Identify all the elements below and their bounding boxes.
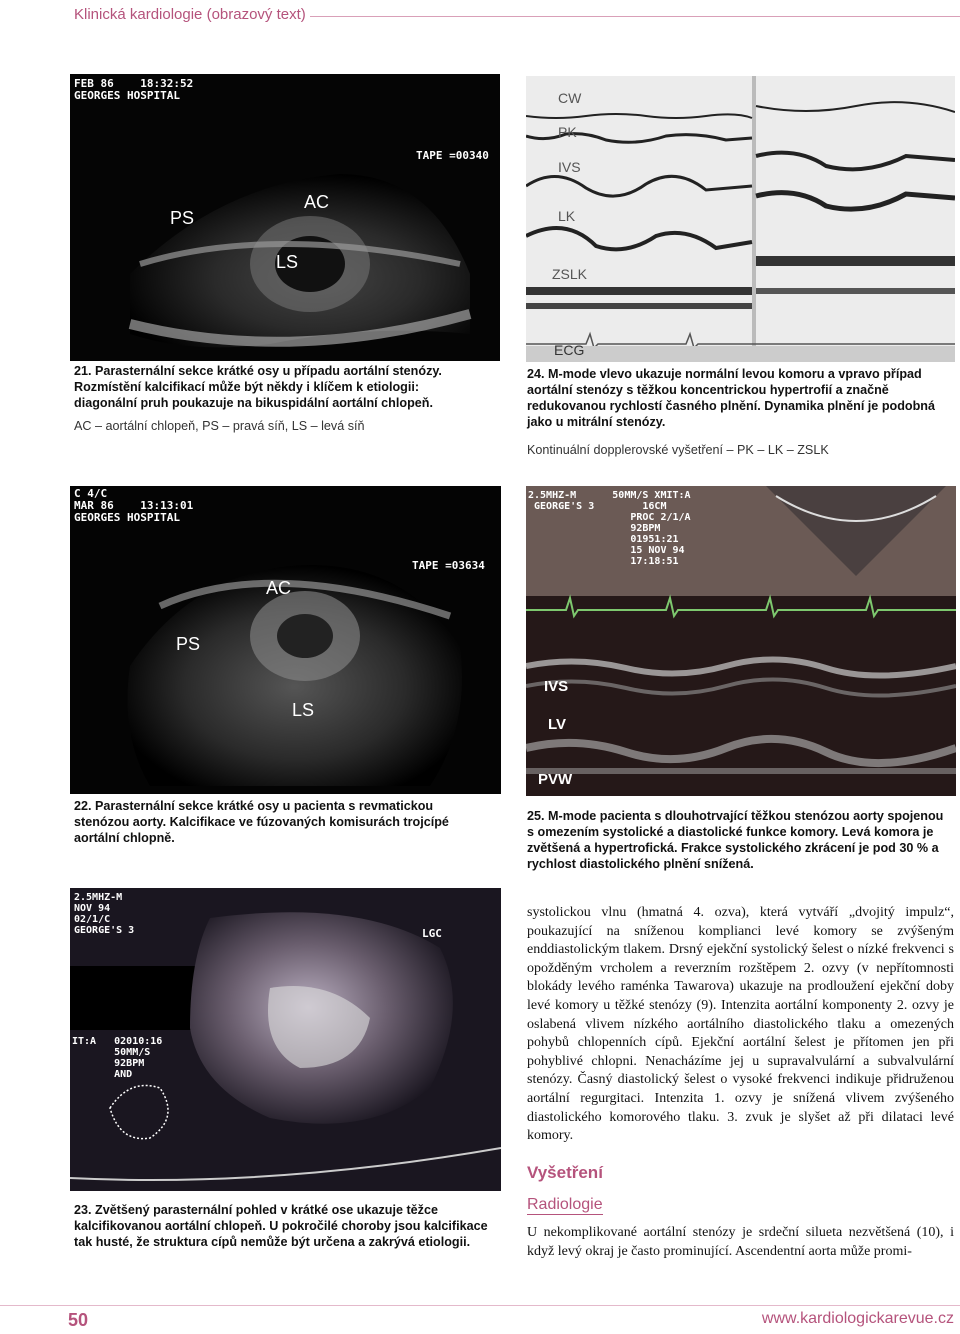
figure-21-label-ps: PS	[170, 208, 195, 228]
figure-24-label-ivs: IVS	[558, 159, 581, 175]
figure-25-mmode-image	[526, 486, 956, 796]
figure-23-caption: 23. Zvětšený parasternální pohled v krátké ose ukazuje těžce kalcifikovanou aortální chlopeň. U pokročilé choroby jsou kalcifikace tak husté, že struktura cípů nemůže být určena a zakrývá etiologii.	[74, 1203, 488, 1249]
figure-24-label-cw: CW	[558, 90, 582, 106]
figure-21-caption: 21. Parasternální sekce krátké osy u případu aortální stenózy. Rozmístění kalcifikací může být někdy i klíčem k etiologii: diagonální pruh poukazuje na bikuspidální aortální chlopeň.	[74, 364, 442, 410]
figure-23-echo-image	[70, 888, 501, 1191]
figure-24-label-zslk: ZSLK	[552, 266, 588, 282]
figure-25-label-ivs: IVS	[544, 678, 569, 695]
section-heading-vysetreni: Vyšetření	[527, 1163, 603, 1182]
figure-23-overlay-text: 2.5MHZ-M NOV 94 02/1/C GEORGE'S 3	[74, 892, 135, 936]
running-header: Klinická kardiologie (obrazový text)	[74, 6, 306, 23]
figure-24-legend: Kontinuální dopplerovské vyšetření – PK – LK – ZSLK	[527, 443, 829, 457]
figure-24-mmode-image	[526, 76, 955, 362]
figure-25-caption: 25. M-mode pacienta s dlouhotrvající těžkou stenózou aorty spojenou s omezením systolické a diastolické funkce komory. Levá komora je zvětšená a hypertrofická. Frakce systolického zkrácení je pod 30 % a rychlost diastolického plnění snížená.	[527, 809, 944, 871]
figure-22-label-ls: LS	[292, 700, 315, 720]
figure-21-tape-text: TAPE =00340	[416, 149, 489, 162]
figure-25-overlay-text: 2.5MHZ-M 50MM/S XMIT:A GEORGE'S 3 16CM PROC 2/1/A 92BPM 01951:21 15 NOV 94 17:18:51	[528, 490, 691, 567]
figure-21-echo-image	[70, 74, 500, 361]
figure-22-caption: 22. Parasternální sekce krátké osy u pacienta s revmatickou stenózou aorty. Kalcifikace ve fúzovaných komisurách trojcípé aortální chlopně.	[74, 799, 449, 845]
figure-21-label-ls: LS	[276, 252, 299, 272]
figure-24-label-lk: LK	[558, 208, 576, 224]
body-paragraph-1: systolickou vlnu (hmatná 4. ozva), která vytváří „dvojitý impulz“, poukazující na sníženou komplianci levé komory se zvýšeným enddiastolickým tlakem. Drsný ejekční systolický šelest o nízké frekvenci s opožděným vrcholem a reverzním rozštěpem 2. ozvy (v nepřítomnosti blokády levého raménka Tawarova) ukazuje na prodloužení ejekční doby levé komory u těžké stenózy (9). Intenzita aortální komponenty 2. ozvy je oslabená vlivem nízkého aortálního diastolického tlaku a omezených pohybů chlopenních cípů. Ejekční aortální šelest je přítomen jen při pohyblivé chlopni. Nenacházíme jej u supravalvulární a subvalvulární stenózy. Časný diastolický šelest o vysoké frekvenci indikuje přidruženou aortální regurgitaci. Intenzita 1. ozvy je snížená vlivem zvýšeného diastolického komorového tlaku. 3. zvuk je slyšet až při dilataci levé komory.	[527, 905, 954, 1144]
figure-25-label-lv: LV	[548, 716, 567, 733]
figure-22-echo-image	[70, 486, 501, 794]
figure-23-lgc-text: LGC	[422, 927, 442, 940]
footer-rule	[0, 1305, 960, 1306]
subsection-heading-radiologie: Radiologie	[527, 1196, 603, 1213]
figure-24-label-pk: PK	[558, 124, 577, 140]
figure-22-tape-text: TAPE =03634	[412, 559, 485, 572]
footer-url-link[interactable]: www.kardiologickarevue.cz	[761, 1310, 954, 1327]
figure-22-label-ps: PS	[176, 634, 201, 654]
page-number: 50	[68, 1310, 89, 1330]
figure-21-label-ac: AC	[304, 192, 330, 212]
figure-24-caption: 24. M-mode vlevo ukazuje normální levou komoru a vpravo případ aortální stenózy s těžkou koncentrickou hypertrofií a značně redukovanou rychlostí časného plnění. Dynamika plnění je podobná jako u mitrální stenózy.	[527, 367, 935, 429]
figure-24-label-ecg: ECG	[554, 342, 585, 358]
figure-22-overlay-text: C 4/C MAR 86 13:13:01 GEORGES HOSPITAL	[74, 487, 194, 524]
header-rule	[310, 16, 960, 17]
body-paragraph-2: U nekomplikované aortální stenózy je srdeční silueta nezvětšená (10), i když levý okraj je často prominující. Ascendentní aorta může promi-	[527, 1225, 954, 1259]
figure-22-label-ac: AC	[266, 578, 292, 598]
figure-21-overlay-text: FEB 86 18:32:52 GEORGES HOSPITAL	[74, 77, 194, 102]
figure-23-overlay-text-2: IT:A 02010:16 50MM/S 92BPM AND	[72, 1036, 163, 1080]
figure-25-label-pvw: PVW	[538, 771, 573, 788]
figure-21-legend: AC – aortální chlopeň, PS – pravá síň, LS – levá síň	[74, 419, 365, 433]
